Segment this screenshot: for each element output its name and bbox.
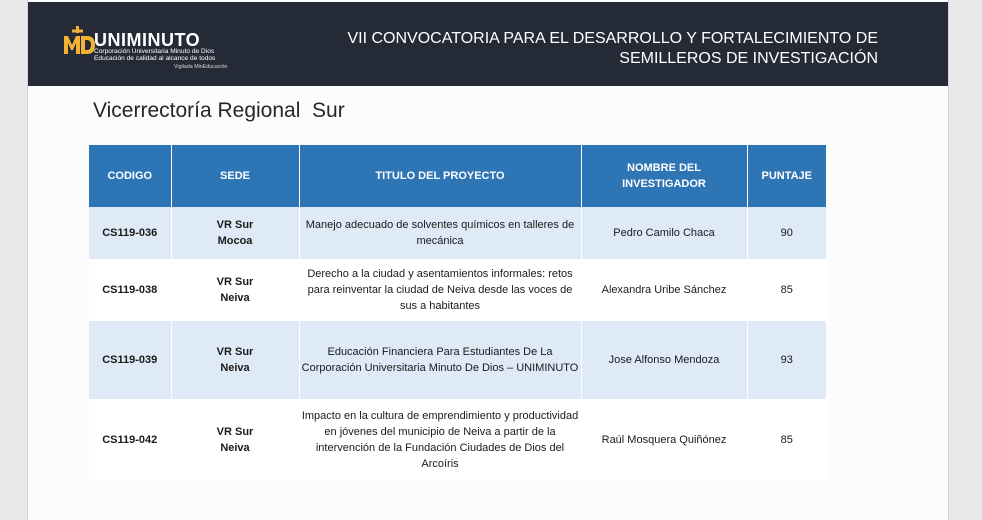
page-title <box>318 29 878 69</box>
sede-line: Neiva <box>220 292 250 304</box>
score-cell: 85 <box>747 399 826 481</box>
logo-tagline-2: Educación de calidad al alcance de todos <box>94 55 216 62</box>
sede-line: Mocoa <box>217 235 253 247</box>
title-line-1: VII CONVOCATORIA PARA EL DESARROLLO Y FORTALECIMIENTO DE <box>347 30 878 47</box>
investigator-cell: Jose Alfonso Mendoza <box>581 321 747 399</box>
table-row <box>89 399 826 481</box>
column-header-code: CODIGO <box>89 145 171 207</box>
column-header-investigator: NOMBRE DEL INVESTIGADOR <box>581 145 747 207</box>
score-cell: 90 <box>747 207 826 259</box>
projects-table <box>89 145 826 481</box>
sede-line: VR Sur <box>216 346 254 358</box>
sede-cell <box>171 399 299 481</box>
project-title-cell: Manejo adecuado de solventes químicos en talleres de mecánica <box>299 207 581 259</box>
investigator-cell: Pedro Camilo Chaca <box>581 207 747 259</box>
sede-line: Neiva <box>220 362 250 374</box>
title-line-2: SEMILLEROS DE INVESTIGACIÓN <box>619 50 878 67</box>
uniminuto-logo <box>62 24 242 74</box>
project-title-cell: Derecho a la ciudad y asentamientos informales: retos para reinventar la ciudad de Neiva desde las voces de sus a habitantes <box>299 259 581 321</box>
table-row <box>89 321 826 399</box>
investigator-cell: Alexandra Uribe Sánchez <box>581 259 747 321</box>
code-cell: CS119-036 <box>89 207 171 259</box>
header-bar <box>28 2 948 86</box>
code-cell: CS119-038 <box>89 259 171 321</box>
sede-cell <box>171 321 299 399</box>
sede-line: Neiva <box>220 442 250 454</box>
investigator-cell: Raúl Mosquera Quiñónez <box>581 399 747 481</box>
logo-brand: UNIMINUTO <box>94 30 201 50</box>
table-row <box>89 259 826 321</box>
md-logo-icon <box>62 24 96 58</box>
project-title-cell: Impacto en la cultura de emprendimiento y productividad en jóvenes del municipio de Neiva a partir de la intervención de la Fundación Ciudades de Dios del Arcoíris <box>299 399 581 481</box>
project-title-cell: Educación Financiera Para Estudiantes De La Corporación Universitaria Minuto De Dios – UNIMINUTO <box>299 321 581 399</box>
score-cell: 93 <box>747 321 826 399</box>
code-cell: CS119-042 <box>89 399 171 481</box>
sede-cell <box>171 259 299 321</box>
code-cell: CS119-039 <box>89 321 171 399</box>
table-header-row <box>89 145 826 207</box>
region-subtitle: Vicerrectoría Regional Sur <box>93 99 345 122</box>
sede-cell <box>171 207 299 259</box>
logo-tagline-3: Vigilada MinEducación <box>174 64 228 70</box>
column-header-score: PUNTAJE <box>747 145 826 207</box>
sede-line: VR Sur <box>216 219 254 231</box>
sede-line: VR Sur <box>216 276 254 288</box>
logo-tagline-1: Corporación Universitaria Minuto de Dios <box>94 48 215 55</box>
sede-line: VR Sur <box>216 426 254 438</box>
slide <box>28 0 948 520</box>
column-header-sede: SEDE <box>171 145 299 207</box>
column-header-title: TITULO DEL PROYECTO <box>299 145 581 207</box>
table-row <box>89 207 826 259</box>
score-cell: 85 <box>747 259 826 321</box>
